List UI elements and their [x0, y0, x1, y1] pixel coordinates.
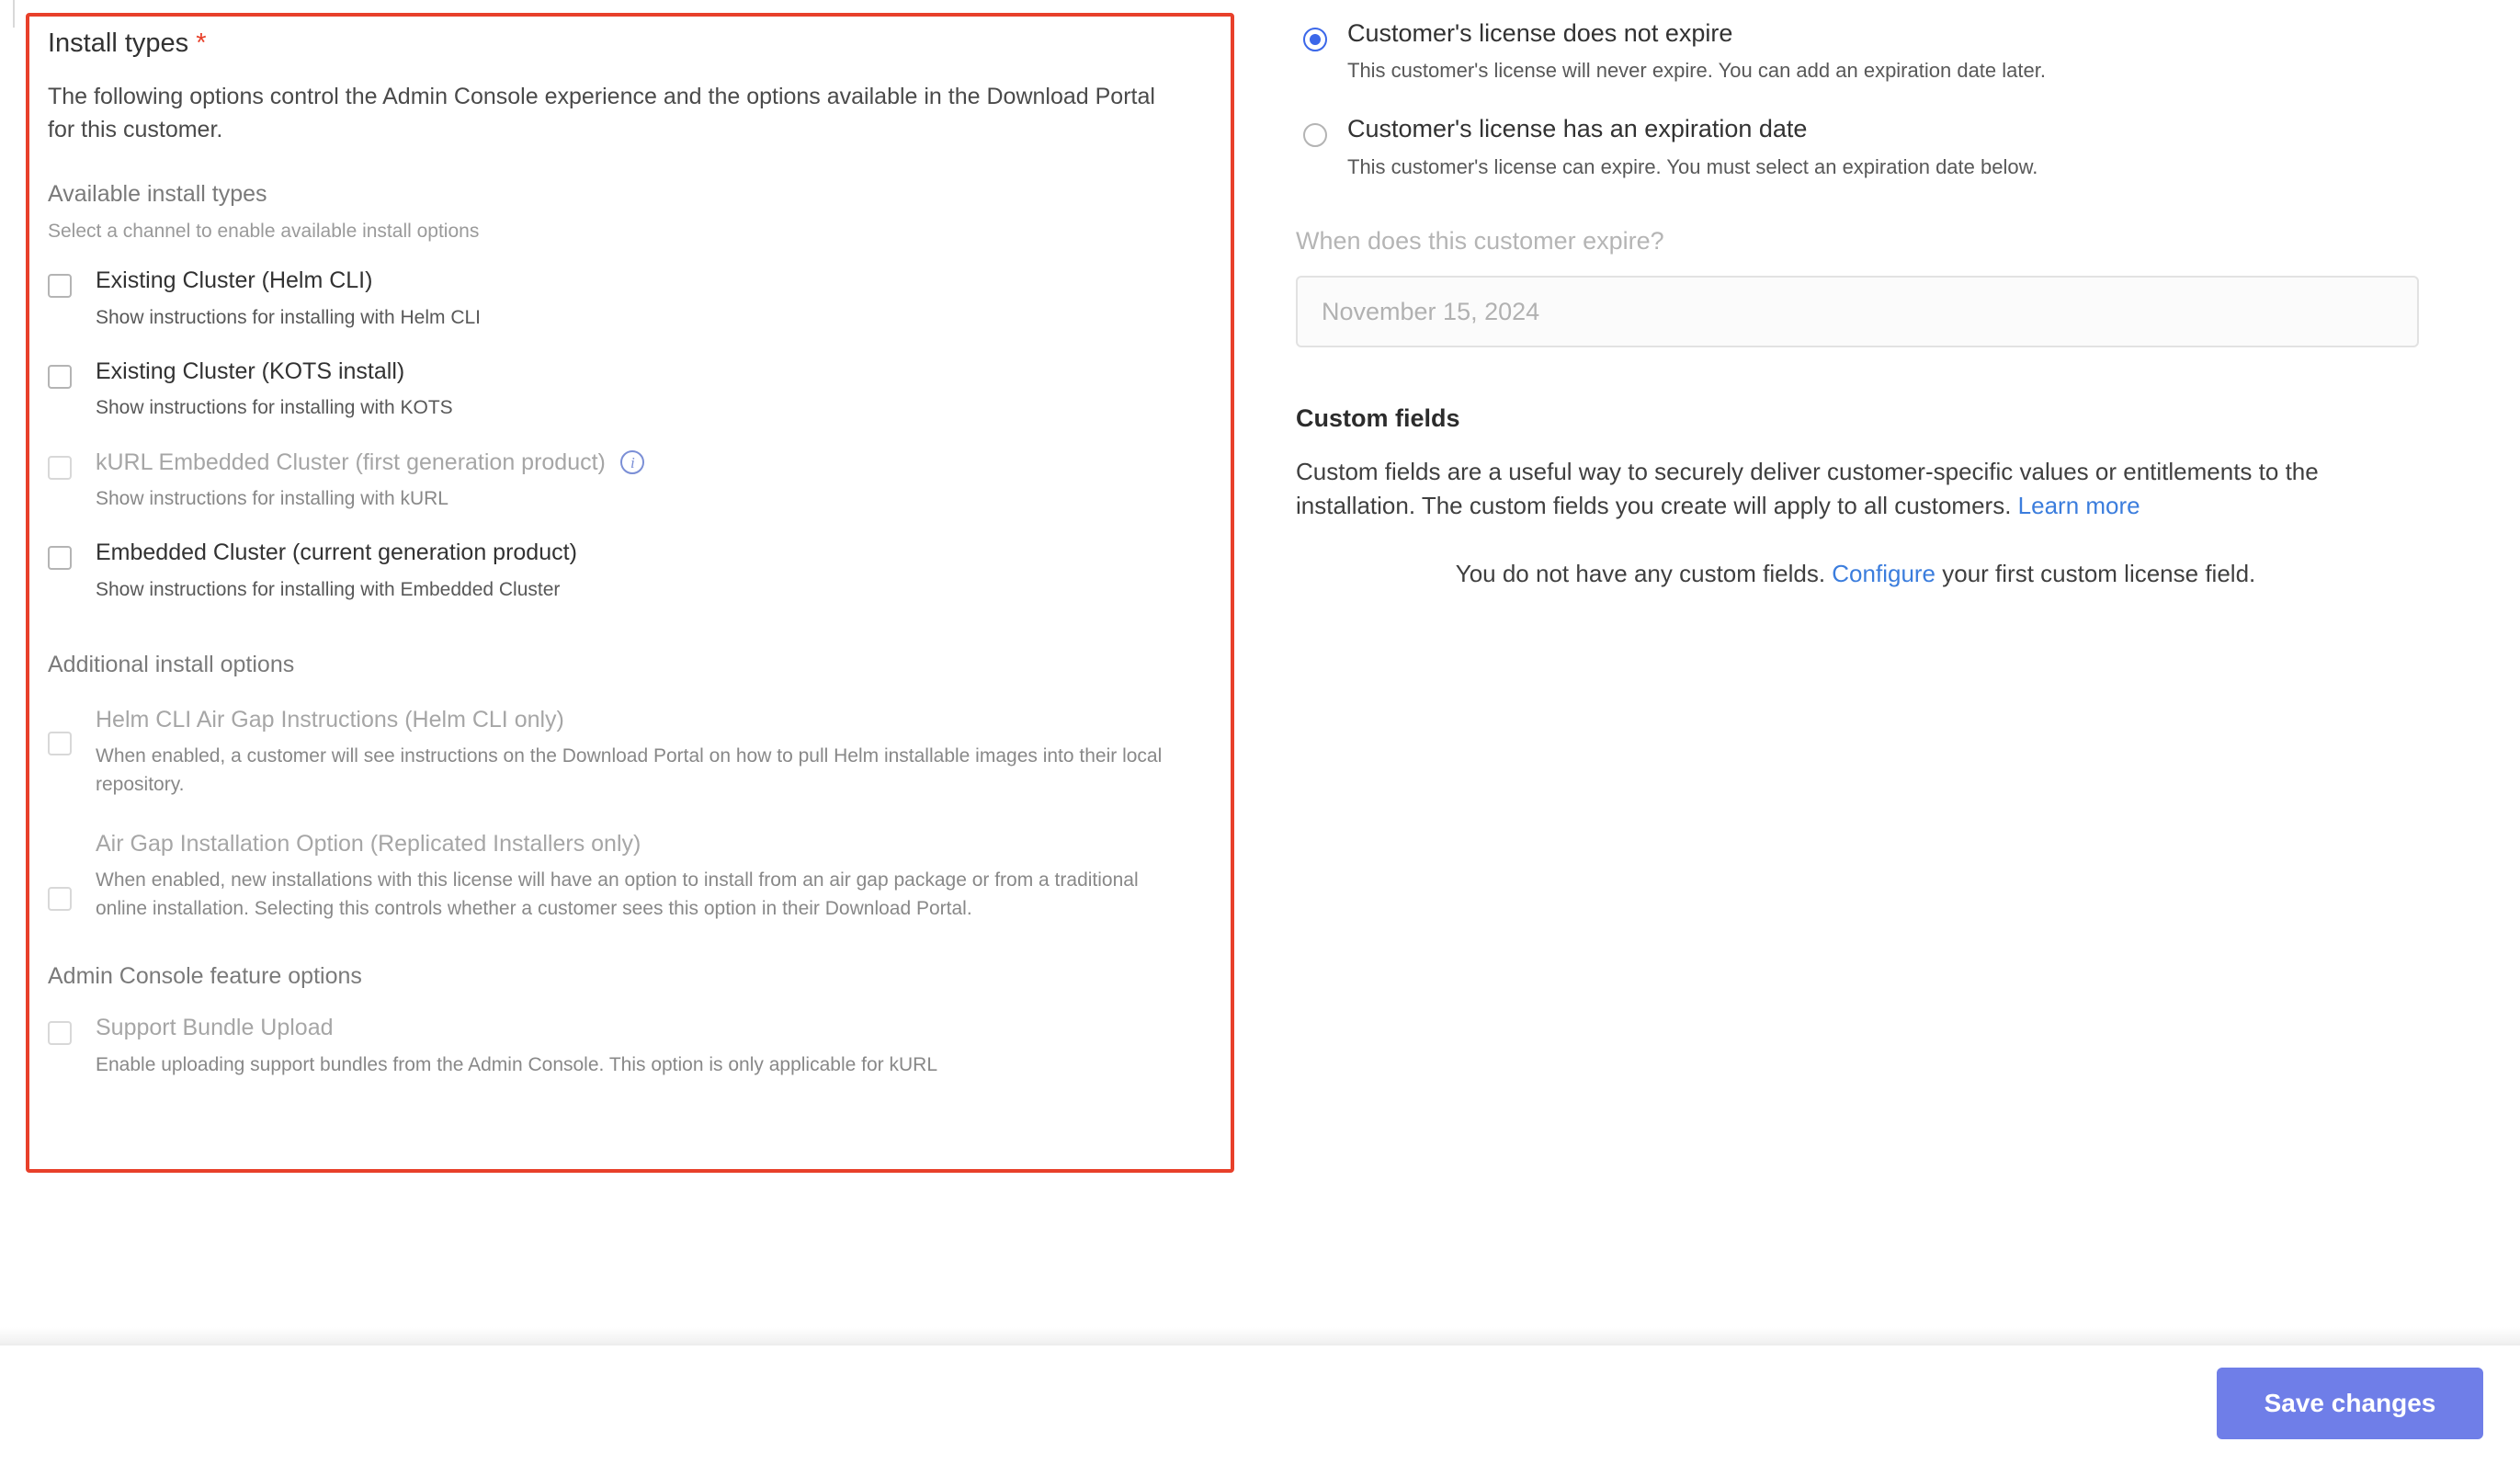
radio-label: Customer's license has an expiration date: [1347, 115, 1808, 143]
license-expiration-column: [1294, 0, 2520, 588]
configure-link[interactable]: Configure: [1832, 559, 1936, 587]
expiration-date-placeholder: November 15, 2024: [1322, 297, 1540, 325]
admin-console-feature-options-heading: Admin Console feature options: [48, 963, 362, 990]
checkbox-embedded-cluster[interactable]: [48, 546, 72, 570]
radio-label: Customer's license does not expire: [1347, 19, 1733, 47]
install-types-title: Install types: [48, 28, 189, 58]
checkbox-existing-cluster-helm-cli[interactable]: [48, 274, 72, 298]
radio-button-does-not-expire[interactable]: [1303, 28, 1327, 51]
additional-install-options-heading: Additional install options: [48, 652, 295, 678]
custom-fields-title: Custom fields: [1296, 403, 1460, 432]
custom-fields-empty-text-2: your first custom license field.: [1935, 559, 2256, 587]
checkbox-kurl-embedded-cluster[interactable]: [48, 456, 72, 480]
info-icon[interactable]: i: [620, 450, 644, 474]
option-support-bundle-upload[interactable]: [48, 1014, 1233, 1074]
option-description: Show instructions for installing with Embedded Cluster: [96, 578, 561, 600]
option-air-gap-installation[interactable]: [48, 830, 1233, 923]
custom-fields-description: [1296, 455, 2419, 523]
install-types-section: [48, 28, 1233, 1101]
footer-shadow: [0, 1327, 2520, 1344]
option-label: kURL Embedded Cluster (first generation product): [96, 449, 606, 475]
option-label: Existing Cluster (Helm CLI): [96, 267, 373, 294]
option-label: Support Bundle Upload: [96, 1015, 334, 1041]
radio-license-has-expiration[interactable]: [1294, 114, 2520, 178]
available-install-types-list: [48, 267, 1233, 604]
install-types-column: [0, 0, 1287, 1342]
radio-button-has-expiration[interactable]: [1303, 123, 1327, 147]
checkbox-existing-cluster-kots[interactable]: [48, 365, 72, 389]
available-install-types-hint: Select a channel to enable available install options: [48, 221, 480, 243]
option-label: Helm CLI Air Gap Instructions (Helm CLI only): [96, 707, 564, 733]
option-existing-cluster-kots[interactable]: [48, 358, 1233, 423]
available-install-types-heading: Available install types: [48, 181, 267, 208]
option-description: Show instructions for installing with Helm CLI: [96, 306, 481, 328]
additional-install-options-list: [48, 706, 1233, 923]
footer-bar: [0, 1344, 2520, 1465]
panel-edge-divider: [13, 0, 15, 28]
checkbox-support-bundle-upload[interactable]: [48, 1021, 72, 1045]
save-changes-button[interactable]: Save changes: [2217, 1368, 2483, 1439]
option-label: Existing Cluster (KOTS install): [96, 358, 405, 384]
checkbox-air-gap-installation[interactable]: [48, 887, 72, 911]
admin-console-options-list: [48, 1014, 1233, 1074]
option-helm-cli-air-gap-instructions[interactable]: [48, 706, 1233, 799]
custom-fields-empty-text-1: You do not have any custom fields.: [1455, 559, 1833, 587]
option-description: Show instructions for installing with kURL: [96, 487, 448, 509]
radio-license-does-not-expire[interactable]: [1294, 18, 2520, 83]
custom-fields-description-text: Custom fields are a useful way to securely deliver customer-specific values or entitlements to the installation. The custom fields you create will apply to all customers.: [1296, 457, 2319, 519]
page-title: [48, 28, 1233, 60]
install-types-description: The following options control the Admin Console experience and the options available in the Download Portal for this customer.: [48, 83, 1155, 143]
option-description: When enabled, new installations with this license will have an option to install from an air gap package or from a traditional online installation. Selecting this controls whether a customer sees this option in their Download Portal.: [96, 869, 1139, 919]
checkbox-helm-cli-air-gap-instructions[interactable]: [48, 732, 72, 755]
option-existing-cluster-helm-cli[interactable]: [48, 267, 1233, 332]
option-description: When enabled, a customer will see instructions on the Download Portal on how to pull Helm installable images into their local repository.: [96, 745, 1163, 795]
option-kurl-embedded-cluster[interactable]: [48, 449, 1233, 514]
expiration-date-input[interactable]: [1296, 276, 2419, 347]
option-embedded-cluster[interactable]: [48, 539, 1233, 604]
option-label: Air Gap Installation Option (Replicated Installers only): [96, 831, 641, 857]
radio-description: This customer's license can expire. You must select an expiration date below.: [1347, 154, 2038, 178]
learn-more-link[interactable]: Learn more: [2017, 491, 2140, 519]
option-label: Embedded Cluster (current generation product): [96, 539, 577, 566]
custom-fields-empty-state: [1294, 560, 2417, 588]
radio-description: This customer's license will never expire. You can add an expiration date later.: [1347, 59, 2046, 83]
option-description: Enable uploading support bundles from the Admin Console. This option is only applicable for kURL: [96, 1053, 937, 1075]
expiration-date-label: When does this customer expire?: [1296, 226, 1664, 255]
option-description: Show instructions for installing with KOTS: [96, 397, 453, 419]
required-marker: *: [196, 28, 207, 58]
